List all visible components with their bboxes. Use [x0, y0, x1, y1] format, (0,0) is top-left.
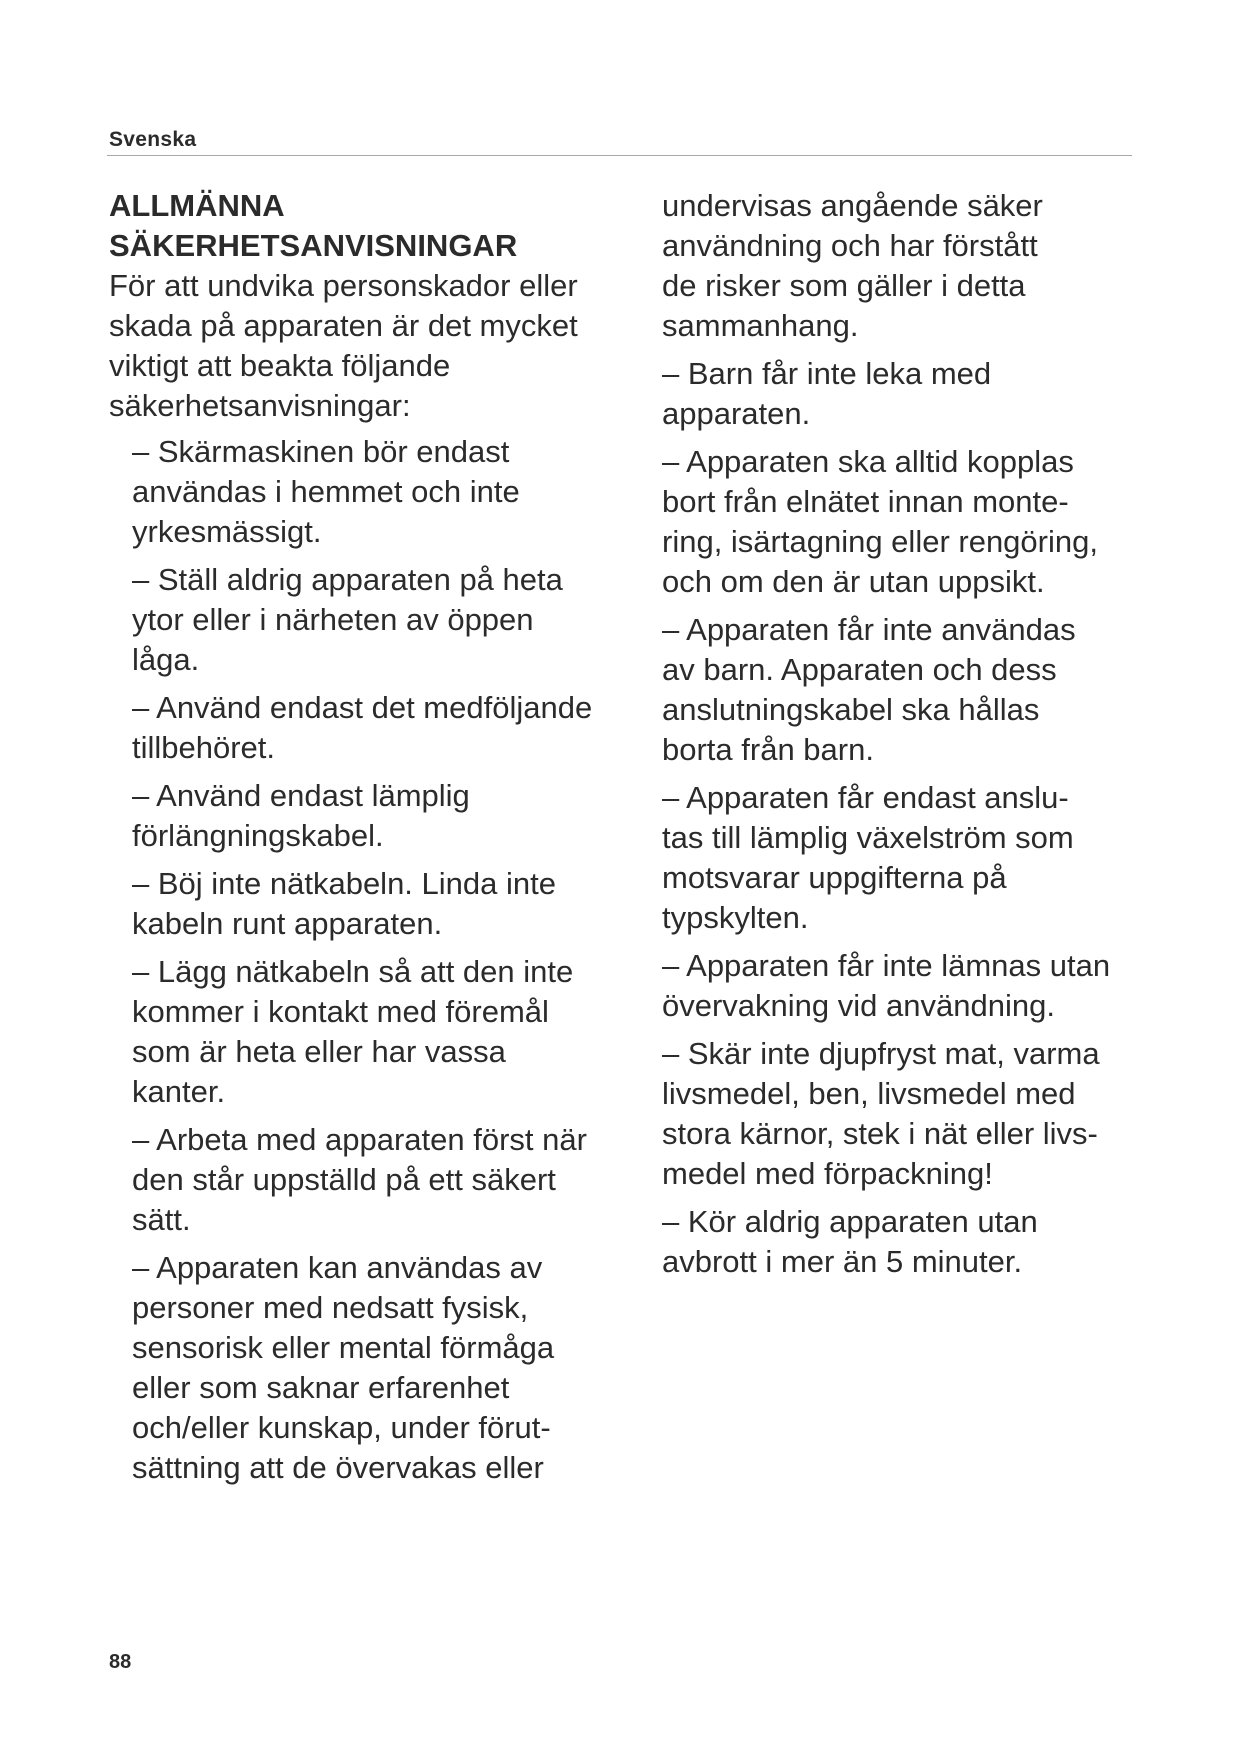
- right-column: [662, 186, 1162, 1290]
- section-language-label: Svenska: [109, 128, 197, 151]
- safety-item: – Arbeta med apparaten först när den står uppställd på ett säkert sätt.: [132, 1122, 587, 1237]
- safety-item: – Apparaten ska alltid kopplas bort från elnätet innan monte- ring, isärtagning eller rengöring, och om den är utan uppsikt.: [662, 444, 1098, 599]
- safety-item-continuation: undervisas angående säker användning och har förstått de risker som gäller i detta sammanhang.: [662, 188, 1043, 343]
- safety-item: – Apparaten kan användas av personer med nedsatt fysisk, sensorisk eller mental förmåga eller som saknar erfarenhet och/eller kunskap, under förut- sättning att de övervakas eller: [132, 1250, 555, 1485]
- left-column: [109, 186, 654, 1496]
- safety-item: – Ställ aldrig apparaten på heta ytor eller i närheten av öppen låga.: [132, 562, 563, 677]
- safety-item: – Använd endast lämplig förlängningskabel.: [132, 778, 470, 853]
- section-title-line-2: SÄKERHETSANVISNINGAR: [109, 228, 518, 263]
- safety-item: – Apparaten får inte användas av barn. Apparaten och dess anslutningskabel ska hållas borta från barn.: [662, 612, 1076, 767]
- safety-item: – Skärmaskinen bör endast användas i hemmet och inte yrkesmässigt.: [132, 434, 520, 549]
- safety-item: – Kör aldrig apparaten utan avbrott i mer än 5 minuter.: [662, 1204, 1038, 1279]
- safety-item: – Apparaten får endast anslu- tas till lämplig växelström som motsvarar uppgifterna på typskylten.: [662, 780, 1074, 935]
- safety-item: – Använd endast det medföljande tillbehöret.: [132, 690, 593, 765]
- section-title-line-1: ALLMÄNNA: [109, 188, 285, 223]
- safety-item: – Apparaten får inte lämnas utan övervakning vid användning.: [662, 948, 1111, 1023]
- safety-item: – Lägg nätkabeln så att den inte kommer i kontakt med föremål som är heta eller har vassa kanter.: [132, 954, 574, 1109]
- page-number: 88: [109, 1651, 132, 1673]
- section-title: [109, 186, 654, 266]
- safety-item: – Böj inte nätkabeln. Linda inte kabeln runt apparaten.: [132, 866, 556, 941]
- safety-item: – Barn får inte leka med apparaten.: [662, 356, 992, 431]
- intro-paragraph: För att undvika personskador eller skada på apparaten är det mycket viktigt att beakta följande säkerhetsanvisningar:: [109, 268, 578, 423]
- header-divider: [107, 155, 1132, 156]
- safety-item: – Skär inte djupfryst mat, varma livsmedel, ben, livsmedel med stora kärnor, stek i nät eller livs- medel med förpackning!: [662, 1036, 1100, 1191]
